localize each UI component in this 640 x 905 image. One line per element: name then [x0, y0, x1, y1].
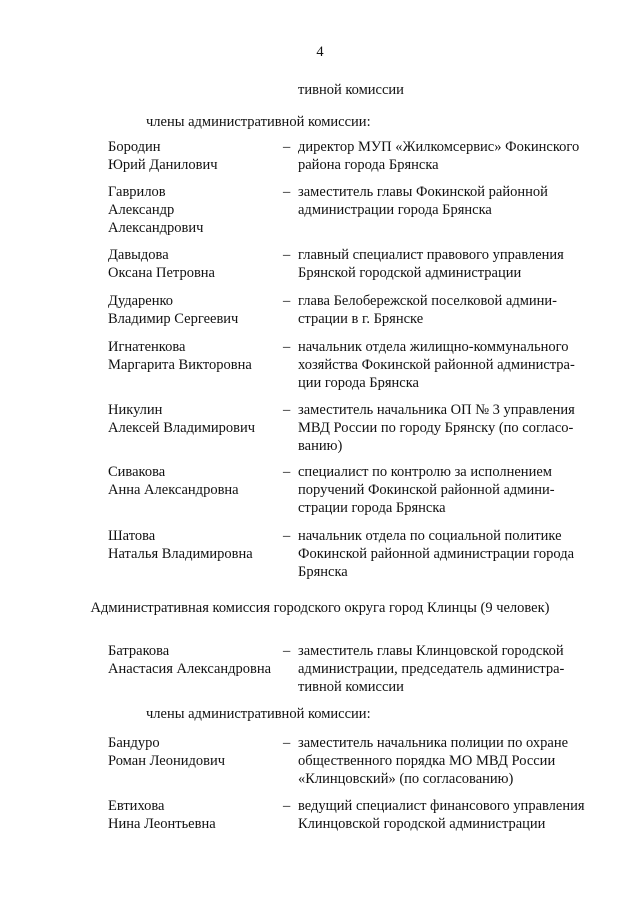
dash: – — [283, 528, 291, 544]
members-heading: члены административной комиссии: — [146, 114, 371, 130]
dash: – — [283, 247, 291, 263]
dash: – — [283, 139, 291, 155]
members-heading: члены административной комиссии: — [146, 706, 371, 722]
member-role: глава Белобережской поселковой админи- страции в г. Брянске — [298, 293, 557, 327]
member-role: заместитель начальника ОП № 3 управления МВД России по городу Брянску (по согласо- ванию) — [298, 402, 575, 454]
member-role: заместитель начальника полиции по охране общественного порядка МО МВД России «Клинцовский» (по согласованию) — [298, 735, 569, 787]
dash: – — [283, 798, 291, 814]
member-name: Шатова Наталья Владимировна — [108, 528, 253, 562]
member-name: Никулин Алексей Владимирович — [108, 402, 256, 436]
member-name: Бородин Юрий Данилович — [108, 139, 218, 173]
member-name: Батракова Анастасия Александровна — [108, 643, 272, 677]
member-role: начальник отдела по социальной политике Фокинской районной администрации города Брянска — [298, 528, 575, 580]
member-role: начальник отдела жилищно-коммунального хозяйства Фокинской районной администра- ции города Брянска — [298, 339, 575, 391]
member-name: Евтихова Нина Леонтьевна — [108, 798, 216, 832]
dash: – — [283, 402, 291, 418]
member-name: Дударенко Владимир Сергеевич — [108, 293, 239, 327]
dash: – — [283, 643, 291, 659]
member-name: Сивакова Анна Александровна — [108, 464, 239, 498]
member-role: заместитель главы Фокинской районной администрации города Брянска — [298, 184, 548, 218]
member-role: заместитель главы Клинцовской городской администрации, председатель администра- тивной комиссии — [298, 643, 565, 695]
member-role: специалист по контролю за исполнением поручений Фокинской районной админи- страции города Брянска — [298, 464, 555, 516]
dash: – — [283, 293, 291, 309]
member-role: ведущий специалист финансового управления Клинцовской городской администрации — [298, 798, 585, 832]
member-role: директор МУП «Жилкомсервис» Фокинского района города Брянска — [298, 139, 580, 173]
member-name: Давыдова Оксана Петровна — [108, 247, 215, 281]
dash: – — [283, 464, 291, 480]
member-name: Гаврилов Александр Александрович — [108, 184, 204, 236]
page-number: 4 — [316, 44, 324, 60]
dash: – — [283, 735, 291, 751]
member-role: главный специалист правового управления Брянской городской администрации — [298, 247, 564, 281]
member-name: Игнатенкова Маргарита Викторовна — [108, 339, 252, 373]
member-name: Бандуро Роман Леонидович — [108, 735, 226, 769]
dash: – — [283, 184, 291, 200]
continuation-text: тивной комиссии — [298, 82, 404, 98]
section-title: Административная комиссия городского округа город Клинцы (9 человек) — [90, 600, 550, 616]
dash: – — [283, 339, 291, 355]
